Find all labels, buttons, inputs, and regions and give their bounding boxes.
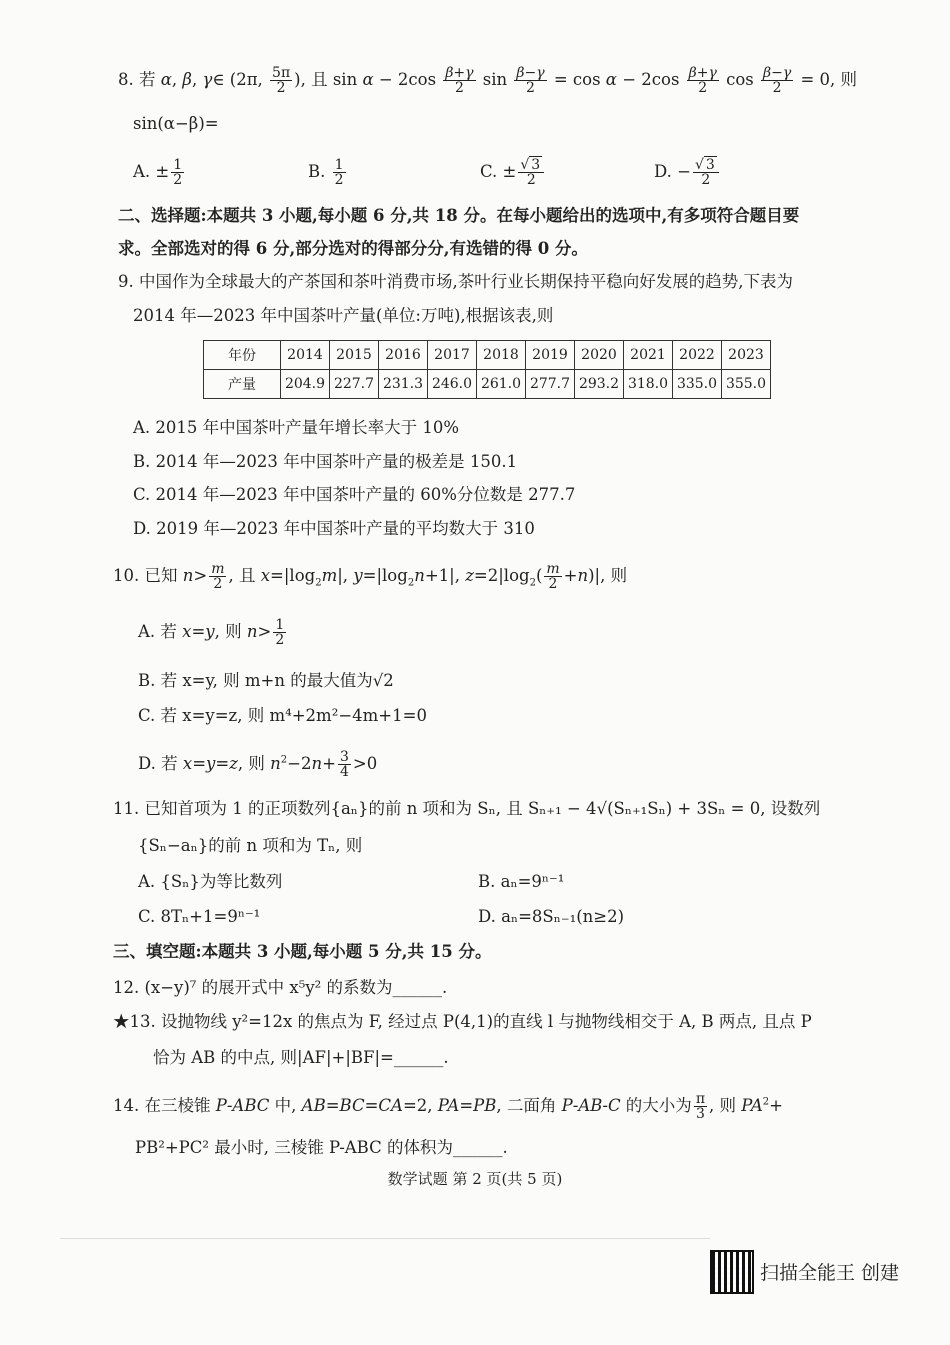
q11-stem-line1: 11. 已知首项为 1 的正项数列{aₙ}的前 n 项和为 Sₙ, 且 Sₙ₊₁ − 4√(Sₙ₊₁Sₙ) + 3Sₙ = 0, 设数列	[113, 799, 821, 818]
value-cell: 231.3	[379, 370, 428, 399]
q9-stem-line2: 2014 年—2023 年中国茶叶产量(单位:万吨),根据该表,则	[133, 306, 554, 325]
year-cell: 2017	[428, 341, 477, 370]
q9-stem-line1: 9. 中国作为全球最大的产茶国和茶叶消费市场,茶叶行业长期保持平稳向好发展的趋势,下表为	[118, 272, 793, 291]
divider	[60, 1238, 710, 1239]
q9-option-b: B. 2014 年—2023 年中国茶叶产量的极差是 150.1	[133, 452, 518, 471]
value-cell: 335.0	[673, 370, 722, 399]
q11-option-c: C. 8Tₙ+1=9ⁿ⁻¹	[138, 907, 261, 926]
q8-stem-line1: 8. 若 α, β, γ∈ (2π, $\frac{5\pi}{2}$ ), 且 sin α − 2cos $\frac{\beta+\gamma}{2}$ sin $\frac{\beta-\gamma}{2}$ = cos α − 2cos $\frac{\beta+\gamma}{2}$ cos $\frac{\beta-\gamma}{2}$ = 0, 则	[118, 65, 858, 96]
q13-stem-line2: 恰为 AB 的中点, 则|AF|+|BF|=______.	[153, 1048, 449, 1067]
value-cell: 227.7	[330, 370, 379, 399]
q10-option-a: A. 若 x=y, 则 n> $\frac{1}{2}$	[138, 617, 285, 648]
qr-code-icon	[710, 1250, 754, 1294]
q11-stem-line2: {Sₙ−aₙ}的前 n 项和为 Tₙ, 则	[138, 836, 363, 855]
q8-option-d: D. − $\frac{√ 3}{2}$	[654, 158, 721, 187]
q11-option-a: A. {Sₙ}为等比数列	[138, 872, 283, 891]
q14-stem-line2: PB²+PC² 最小时, 三棱锥 P-ABC 的体积为______.	[135, 1138, 508, 1157]
section2-heading-line2: 求。全部选对的得 6 分,部分选对的得部分分,有选错的得 0 分。	[118, 239, 588, 258]
section3-heading: 三、填空题:本题共 3 小题,每小题 5 分,共 15 分。	[113, 942, 492, 961]
q10-option-d: D. 若 x=y=z, 则 $n^2-2n+$ $\frac{3}{4}$ >0	[138, 749, 378, 780]
year-cell: 2023	[722, 341, 771, 370]
q9-option-d: D. 2019 年—2023 年中国茶叶产量的平均数大于 310	[133, 519, 535, 538]
value-cell: 318.0	[624, 370, 673, 399]
q10-option-c: C. 若 x=y=z, 则 m⁴+2m²−4m+1=0	[138, 706, 427, 725]
year-cell: 2015	[330, 341, 379, 370]
value-cell: 246.0	[428, 370, 477, 399]
q10-stem: 10. 已知 n> $\frac{m}{2}$ , 且 $x=|\log_2m|$, $y=|\log_2n+1|$, $z=2|\log_2$( $\frac{m}{2}$ +n)|, 则	[113, 561, 628, 592]
q11-option-d: D. aₙ=8Sₙ₋₁(n≥2)	[478, 907, 625, 926]
table-row-values	[204, 370, 771, 399]
table-header-output: 产量	[204, 370, 281, 399]
tea-production-table	[203, 340, 771, 399]
q8-option-b: B. $\frac{1}{2}$	[308, 157, 344, 188]
q9-option-a: A. 2015 年中国茶叶产量年增长率大于 10%	[133, 418, 460, 437]
year-cell: 2020	[575, 341, 624, 370]
q14-stem-line1: 14. 在三棱锥 P-ABC 中, AB=BC=CA=2, PA=PB, 二面角 P-AB-C 的大小为 $\frac{\pi}{3}$ , 则 $PA^2+$	[113, 1091, 783, 1122]
value-cell: 261.0	[477, 370, 526, 399]
year-cell: 2018	[477, 341, 526, 370]
table-header-year: 年份	[204, 341, 281, 370]
year-cell: 2014	[281, 341, 330, 370]
value-cell: 355.0	[722, 370, 771, 399]
scanner-watermark: 扫描全能王 创建	[760, 1262, 900, 1284]
q12-stem: 12. (x−y)⁷ 的展开式中 x⁵y² 的系数为______.	[113, 978, 448, 997]
value-cell: 277.7	[526, 370, 575, 399]
value-cell: 204.9	[281, 370, 330, 399]
q11-option-b: B. aₙ=9ⁿ⁻¹	[478, 872, 565, 891]
year-cell: 2022	[673, 341, 722, 370]
year-cell: 2016	[379, 341, 428, 370]
table-row-years	[204, 341, 771, 370]
page-footer: 数学试题 第 2 页(共 5 页)	[387, 1170, 563, 1188]
q8-option-a: A. ± $\frac{1}{2}$	[133, 157, 183, 188]
value-cell: 293.2	[575, 370, 624, 399]
q8-stem-line2: sin(α−β)=	[133, 114, 219, 133]
q13-stem-line1: ★13. 设抛物线 y²=12x 的焦点为 F, 经过点 P(4,1)的直线 l 与抛物线相交于 A, B 两点, 且点 P	[113, 1012, 812, 1031]
q10-option-b: B. 若 x=y, 则 m+n 的最大值为√2	[138, 671, 394, 690]
section2-heading-line1: 二、选择题:本题共 3 小题,每小题 6 分,共 18 分。在每小题给出的选项中,有多项符合题目要	[118, 206, 800, 225]
year-cell: 2019	[526, 341, 575, 370]
q8-option-c: C. ± $\frac{√ 3}{2}$	[480, 158, 546, 187]
q9-option-c: C. 2014 年—2023 年中国茶叶产量的 60%分位数是 277.7	[133, 485, 576, 504]
year-cell: 2021	[624, 341, 673, 370]
